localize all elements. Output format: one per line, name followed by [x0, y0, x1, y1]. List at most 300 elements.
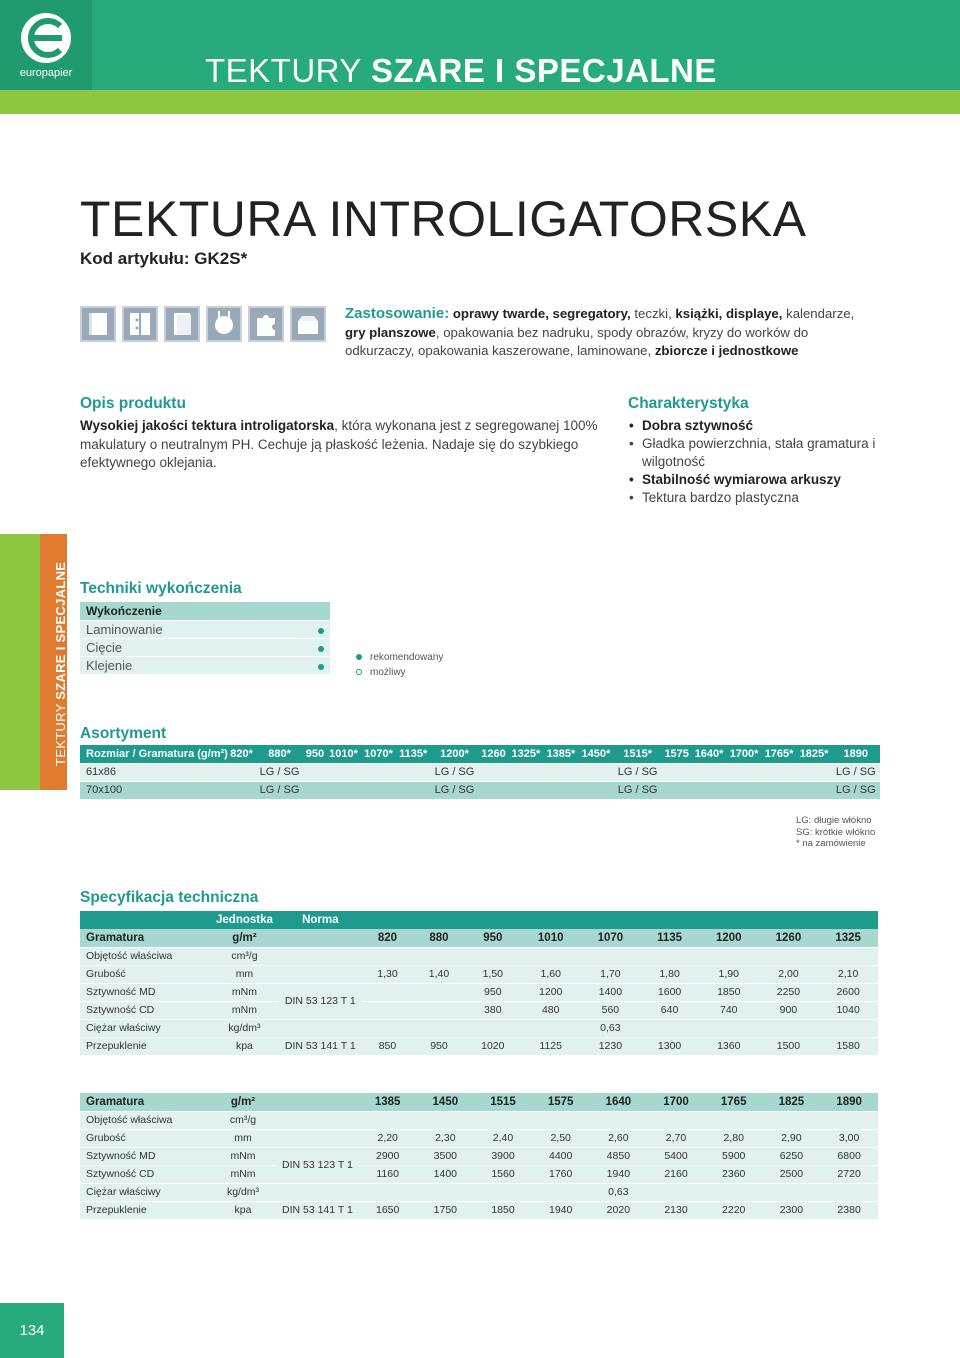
assortment-cell — [578, 781, 613, 799]
spec-value: 2380 — [820, 1201, 878, 1219]
spec-value — [413, 1019, 465, 1037]
spec-value: 480 — [521, 1001, 581, 1019]
spec-value: 1230 — [581, 1037, 641, 1055]
spec-value — [581, 947, 641, 965]
spec-value — [359, 1111, 417, 1129]
spec-row — [80, 965, 878, 983]
spec-value — [362, 1019, 414, 1037]
spec-row — [80, 947, 878, 965]
assortment-weight-header: 1450* — [578, 745, 613, 763]
spec-value — [362, 947, 414, 965]
spec-grammage-value: 1825 — [763, 1093, 821, 1111]
spec-value: 740 — [699, 1001, 759, 1019]
article-code: Kod artykułu: GK2S* — [80, 249, 248, 268]
spec-property: Objętość właściwa — [80, 947, 210, 965]
hardcover-book-icon — [80, 306, 116, 342]
spec-value: 1400 — [581, 983, 641, 1001]
assortment-cell — [508, 781, 543, 799]
spec-norm: DIN 53 123 T 1 — [279, 983, 362, 1019]
spec-value — [818, 947, 878, 965]
spec-value — [362, 983, 414, 1001]
assortment-cell — [692, 763, 727, 781]
spec-empty — [521, 911, 581, 929]
spec-value: 3500 — [417, 1147, 475, 1165]
assortment-cell: LG / SG — [255, 781, 303, 799]
spec-grammage-value: 1200 — [699, 929, 759, 947]
spec-value — [763, 1111, 821, 1129]
spec-value — [640, 1019, 699, 1037]
finishing-table — [80, 602, 330, 674]
spec-value: 1,90 — [699, 965, 759, 983]
spec-value — [417, 1183, 475, 1201]
binder-icon — [122, 306, 158, 342]
spec-empty — [413, 911, 465, 929]
spec-value: 1850 — [699, 983, 759, 1001]
side-category-label: TEKTURY SZARE I SPECJALNE — [53, 561, 68, 766]
spec-unit: cm³/g — [210, 947, 279, 965]
spec-value: 640 — [640, 1001, 699, 1019]
spec-grammage-label: Gramatura — [80, 929, 210, 947]
finishing-section — [80, 580, 330, 674]
spec-value: 2600 — [818, 983, 878, 1001]
spec-value: 2,50 — [532, 1129, 590, 1147]
spec-value: 2,30 — [417, 1129, 475, 1147]
green-strip — [0, 90, 960, 114]
spec-value: 0,63 — [581, 1019, 641, 1037]
characteristic-item: • Dobra sztywność — [628, 417, 928, 435]
spec-value: 1,40 — [413, 965, 465, 983]
assortment-cell: LG / SG — [255, 763, 303, 781]
application-fragment: książki, displaye, — [675, 306, 783, 321]
spec-value: 900 — [759, 1001, 819, 1019]
spec-value: 1940 — [590, 1165, 648, 1183]
assortment-cell — [228, 781, 256, 799]
spec-value: 2,10 — [818, 965, 878, 983]
spec-value — [362, 1001, 414, 1019]
spec-value: 1,50 — [465, 965, 521, 983]
spec-value: 1020 — [465, 1037, 521, 1055]
spec-unit-header: Jednostka — [210, 911, 279, 929]
puzzle-icon — [248, 306, 284, 342]
spec-value: 2,00 — [759, 965, 819, 983]
spec-grammage-value: 1260 — [759, 929, 819, 947]
assortment-cell — [543, 763, 578, 781]
spec-value: 6800 — [820, 1147, 878, 1165]
assortment-weight-header: 1135* — [396, 745, 430, 763]
spec-property: Sztywność CD — [80, 1001, 210, 1019]
spec-value — [521, 1019, 581, 1037]
assortment-weight-header: 1575 — [662, 745, 692, 763]
spec-row — [80, 983, 878, 1001]
spec-grammage-value: 1070 — [581, 929, 641, 947]
spec-value: 1,30 — [362, 965, 414, 983]
assortment-cell — [326, 763, 361, 781]
spec-row — [80, 1129, 878, 1147]
spec-value: 1600 — [640, 983, 699, 1001]
assortment-weight-header: 1515* — [613, 745, 661, 763]
spec-value — [647, 1111, 705, 1129]
spec-grammage-value: 1890 — [820, 1093, 878, 1111]
spec-value: 1650 — [359, 1201, 417, 1219]
spec-property: Objętość właściwa — [80, 1111, 210, 1129]
usage-icons — [80, 306, 326, 342]
side-green-bar — [0, 534, 40, 790]
spec-unit: mNm — [210, 1001, 279, 1019]
logo-text: europapier — [19, 67, 73, 79]
assortment-cell — [361, 781, 396, 799]
spec-empty — [465, 911, 521, 929]
spec-value: 1160 — [359, 1165, 417, 1183]
spec-value: 1300 — [640, 1037, 699, 1055]
spec-value — [359, 1183, 417, 1201]
spec-value — [413, 1001, 465, 1019]
application-fragment: gry planszowe — [345, 324, 436, 340]
assortment-cell: LG / SG — [613, 781, 661, 799]
assortment-cell — [361, 763, 396, 781]
spec-value: 1750 — [417, 1201, 475, 1219]
spec-value — [474, 1183, 532, 1201]
characteristic-item: • Gładka powierzchnia, stała gramatura i wilgotność — [628, 435, 928, 471]
spec-norm — [276, 1129, 359, 1147]
application-fragment: , opakowania bez nadruku, spody obrazów, kryzy do worków do odkurzaczy, opakowania kaszerowane, laminowane, — [345, 324, 809, 358]
assortment-cell — [304, 763, 326, 781]
assortment-weight-header: 880* — [255, 745, 303, 763]
logo — [0, 0, 92, 90]
recommended-dot-icon — [356, 654, 362, 660]
assortment-cell — [692, 781, 727, 799]
spec-value — [532, 1183, 590, 1201]
assortment-cell — [578, 763, 613, 781]
assortment-row — [80, 781, 880, 799]
spec-value: 1760 — [532, 1165, 590, 1183]
spec-row — [80, 1037, 878, 1055]
spec-value — [820, 1183, 878, 1201]
assortment-cell — [762, 763, 797, 781]
finishing-row: Cięcie — [80, 638, 300, 656]
spec-value: 5400 — [647, 1147, 705, 1165]
assortment-cell — [228, 763, 256, 781]
spec-unit: mm — [210, 965, 279, 983]
spec-value: 2720 — [820, 1165, 878, 1183]
spec-grammage-value: 1640 — [590, 1093, 648, 1111]
spec-norm — [279, 947, 362, 965]
spec-value — [413, 983, 465, 1001]
spec-value: 2,90 — [763, 1129, 821, 1147]
spec-value — [647, 1183, 705, 1201]
spec-value: 950 — [465, 983, 521, 1001]
spec-value: 4400 — [532, 1147, 590, 1165]
assortment-cell — [762, 781, 797, 799]
assortment-size: 61x86 — [80, 763, 228, 781]
spec-value: 4850 — [590, 1147, 648, 1165]
spec-value: 950 — [413, 1037, 465, 1055]
finishing-heading: Techniki wykończenia — [80, 580, 242, 597]
spec-empty — [759, 911, 819, 929]
possible-circle-icon — [356, 669, 362, 675]
characteristics-section — [628, 395, 928, 507]
spec-table-2 — [80, 1093, 878, 1219]
characteristics-heading: Charakterystyka — [628, 395, 749, 412]
spec-value: 2900 — [359, 1147, 417, 1165]
assortment-cell — [797, 781, 832, 799]
spec-value: 2,70 — [647, 1129, 705, 1147]
recommended-dot-icon — [318, 646, 324, 652]
finishing-row: Laminowanie — [80, 620, 300, 638]
spec-grammage-value: 1010 — [521, 929, 581, 947]
spec-value: 1400 — [417, 1165, 475, 1183]
characteristics-list — [628, 417, 928, 507]
spec-norm: DIN 53 123 T 1 — [276, 1147, 359, 1183]
spec-table-1 — [80, 911, 878, 1055]
spec-value — [417, 1111, 475, 1129]
assortment-weight-header: 1260 — [479, 745, 509, 763]
page-title: TEKTURA INTROLIGATORSKA — [80, 191, 807, 247]
spec-property: Przepuklenie — [80, 1201, 210, 1219]
assortment-weight-header: 1325* — [508, 745, 543, 763]
application-label: Zastosowanie: — [345, 305, 450, 322]
assortment-cell: LG / SG — [430, 781, 478, 799]
spec-empty — [640, 911, 699, 929]
spec-value: 1940 — [532, 1201, 590, 1219]
assortment-cell — [479, 763, 509, 781]
spec-value — [763, 1183, 821, 1201]
recommended-dot-icon — [318, 664, 324, 670]
assortment-weight-header: 1765* — [762, 745, 797, 763]
calendar-icon — [206, 306, 242, 342]
page-number: 134 — [0, 1303, 64, 1358]
assortment-cell — [662, 781, 692, 799]
spec-value — [759, 947, 819, 965]
assortment-cell: LG / SG — [832, 763, 880, 781]
assortment-cell: LG / SG — [613, 763, 661, 781]
description-heading: Opis produktu — [80, 395, 186, 412]
spec-row — [80, 1201, 878, 1219]
characteristic-item: • Tektura bardzo plastyczna — [628, 489, 928, 507]
finishing-column-header: Wykończenie — [80, 602, 300, 620]
spec-grammage-unit: g/m² — [210, 929, 279, 947]
assortment-row — [80, 763, 880, 781]
assortment-cell: LG / SG — [430, 763, 478, 781]
assortment-notes: LG: długie włókno SG: krótkie włókno * na zamówienie — [796, 815, 876, 849]
spec-value: 1,80 — [640, 965, 699, 983]
assortment-cell — [508, 763, 543, 781]
spec-grammage-value: 1700 — [647, 1093, 705, 1111]
spec-value — [705, 1111, 763, 1129]
spec-norm — [276, 1183, 359, 1201]
characteristic-item: • Stabilność wymiarowa arkuszy — [628, 471, 928, 489]
spec-empty — [581, 911, 641, 929]
assortment-weight-header: 1070* — [361, 745, 396, 763]
spec-norm-header: Norma — [279, 911, 362, 929]
spec-grammage-value: 1135 — [640, 929, 699, 947]
spec-empty — [362, 911, 414, 929]
spec-grammage-value: 1325 — [818, 929, 878, 947]
assortment-cell — [479, 781, 509, 799]
assortment-cell — [304, 781, 326, 799]
notebook-icon — [164, 306, 200, 342]
spec-value: 2,20 — [359, 1129, 417, 1147]
spec-grammage-value: 1575 — [532, 1093, 590, 1111]
spec-row — [80, 1111, 878, 1129]
spec-grammage-value: 1450 — [417, 1093, 475, 1111]
spec-unit: kpa — [210, 1201, 276, 1219]
header-title: TEKTURY SZARE I SPECJALNE — [205, 52, 717, 89]
assortment-header-label: Rozmiar / Gramatura (g/m²) — [80, 745, 228, 763]
spec-property: Sztywność CD — [80, 1165, 210, 1183]
spec-property: Ciężar właściwy — [80, 1019, 210, 1037]
spec-grammage-value: 1765 — [705, 1093, 763, 1111]
spec-empty — [818, 911, 878, 929]
spec-property: Sztywność MD — [80, 1147, 210, 1165]
spec-empty — [699, 911, 759, 929]
spec-value: 2,80 — [705, 1129, 763, 1147]
finishing-legend: rekomendowany możliwy — [356, 650, 443, 680]
spec-row — [80, 1001, 878, 1019]
spec-value — [532, 1111, 590, 1129]
spec-empty — [276, 1093, 359, 1111]
spec-value: 2500 — [763, 1165, 821, 1183]
spec-property: Ciężar właściwy — [80, 1183, 210, 1201]
spec-value: 2130 — [647, 1201, 705, 1219]
spec-value: 560 — [581, 1001, 641, 1019]
assortment-cell — [543, 781, 578, 799]
spec-value — [474, 1111, 532, 1129]
spec-value — [699, 947, 759, 965]
assortment-cell: LG / SG — [832, 781, 880, 799]
spec-row — [80, 1183, 878, 1201]
assortment-weight-header: 1385* — [543, 745, 578, 763]
spec-value — [521, 947, 581, 965]
spec-value: 3,00 — [820, 1129, 878, 1147]
spec-value — [413, 947, 465, 965]
spec-value: 2220 — [705, 1201, 763, 1219]
assortment-heading: Asortyment — [80, 725, 167, 742]
assortment-cell — [727, 781, 762, 799]
spec-value: 2020 — [590, 1201, 648, 1219]
spec-row — [80, 1147, 878, 1165]
spec-unit: mNm — [210, 983, 279, 1001]
spec-grammage-value: 1385 — [359, 1093, 417, 1111]
spec-value — [818, 1019, 878, 1037]
application-fragment: zbiorcze i jednostkowe — [654, 343, 799, 358]
spec-empty — [279, 929, 362, 947]
spec-value: 1200 — [521, 983, 581, 1001]
spec-value — [465, 1019, 521, 1037]
spec-value — [759, 1019, 819, 1037]
application-fragment: kalendarze, — [782, 306, 855, 321]
spec-value: 3900 — [474, 1147, 532, 1165]
spec-value: 1,70 — [581, 965, 641, 983]
assortment-table — [80, 745, 880, 799]
spec-grammage-value: 950 — [465, 929, 521, 947]
spec-value: 380 — [465, 1001, 521, 1019]
spec-value: 6250 — [763, 1147, 821, 1165]
spec-value: 2250 — [759, 983, 819, 1001]
application-text — [345, 305, 865, 361]
assortment-cell — [662, 763, 692, 781]
spec-value: 1580 — [818, 1037, 878, 1055]
spec-grammage-unit: g/m² — [210, 1093, 276, 1111]
spec-value: 1850 — [474, 1201, 532, 1219]
europapier-logo-icon — [20, 12, 72, 64]
spec-value: 1040 — [818, 1001, 878, 1019]
spec-value: 1500 — [759, 1037, 819, 1055]
spec-value: 2,60 — [590, 1129, 648, 1147]
assortment-size: 70x100 — [80, 781, 228, 799]
spec-value — [465, 947, 521, 965]
spec-unit: kg/dm³ — [210, 1183, 276, 1201]
assortment-weight-header: 950 — [304, 745, 326, 763]
assortment-weight-header: 1640* — [692, 745, 727, 763]
spec-norm — [279, 1019, 362, 1037]
assortment-cell — [797, 763, 832, 781]
spec-unit: mm — [210, 1129, 276, 1147]
spec-unit: mNm — [210, 1147, 276, 1165]
spec-value: 850 — [362, 1037, 414, 1055]
assortment-weight-header: 1700* — [727, 745, 762, 763]
spec-norm — [276, 1111, 359, 1129]
spec-empty — [80, 911, 210, 929]
spec-heading: Specyfikacja techniczna — [80, 889, 259, 906]
spec-value: 2360 — [705, 1165, 763, 1183]
spec-property: Grubość — [80, 965, 210, 983]
assortment-weight-header: 1010* — [326, 745, 361, 763]
spec-unit: kg/dm³ — [210, 1019, 279, 1037]
spec-property: Przepuklenie — [80, 1037, 210, 1055]
spec-value — [640, 947, 699, 965]
spec-value — [699, 1019, 759, 1037]
description-text: Wysokiej jakości tektura introligatorska, która wykonana jest z segregowanej 100% makulatury o neutralnym PH. Cechuje ją płaskość leżenia. Nadaje się do szybkiego efektywnego oklejania. — [80, 418, 598, 470]
assortment-weight-header: 1890 — [832, 745, 880, 763]
spec-value: 5900 — [705, 1147, 763, 1165]
spec-unit: mNm — [210, 1165, 276, 1183]
spec-property: Sztywność MD — [80, 983, 210, 1001]
spec-value: 1125 — [521, 1037, 581, 1055]
recommended-dot-icon — [318, 628, 324, 634]
spec-property: Grubość — [80, 1129, 210, 1147]
box-icon — [290, 306, 326, 342]
assortment-cell — [326, 781, 361, 799]
spec-unit: kpa — [210, 1037, 279, 1055]
spec-grammage-value: 820 — [362, 929, 414, 947]
spec-value — [590, 1111, 648, 1129]
spec-value: 2160 — [647, 1165, 705, 1183]
application-fragment: teczki, — [630, 306, 676, 321]
spec-value: 1360 — [699, 1037, 759, 1055]
application-fragment: oprawy twarde, segregatory, — [449, 306, 631, 321]
spec-value: 2300 — [763, 1201, 821, 1219]
spec-norm — [279, 965, 362, 983]
spec-row — [80, 1019, 878, 1037]
spec-value: 1,60 — [521, 965, 581, 983]
spec-row — [80, 1165, 878, 1183]
spec-value: 1560 — [474, 1165, 532, 1183]
description-section — [80, 395, 600, 473]
finishing-row: Klejenie — [80, 656, 300, 674]
spec-grammage-label: Gramatura — [80, 1093, 210, 1111]
assortment-weight-header: 1200* — [430, 745, 478, 763]
spec-norm: DIN 53 141 T 1 — [279, 1037, 362, 1055]
spec-value — [820, 1111, 878, 1129]
assortment-weight-header: 1825* — [797, 745, 832, 763]
assortment-cell — [396, 781, 430, 799]
spec-unit: cm³/g — [210, 1111, 276, 1129]
spec-value: 2,40 — [474, 1129, 532, 1147]
spec-value: 0,63 — [590, 1183, 648, 1201]
spec-norm: DIN 53 141 T 1 — [276, 1201, 359, 1219]
assortment-cell — [396, 763, 430, 781]
assortment-weight-header: 820* — [228, 745, 256, 763]
